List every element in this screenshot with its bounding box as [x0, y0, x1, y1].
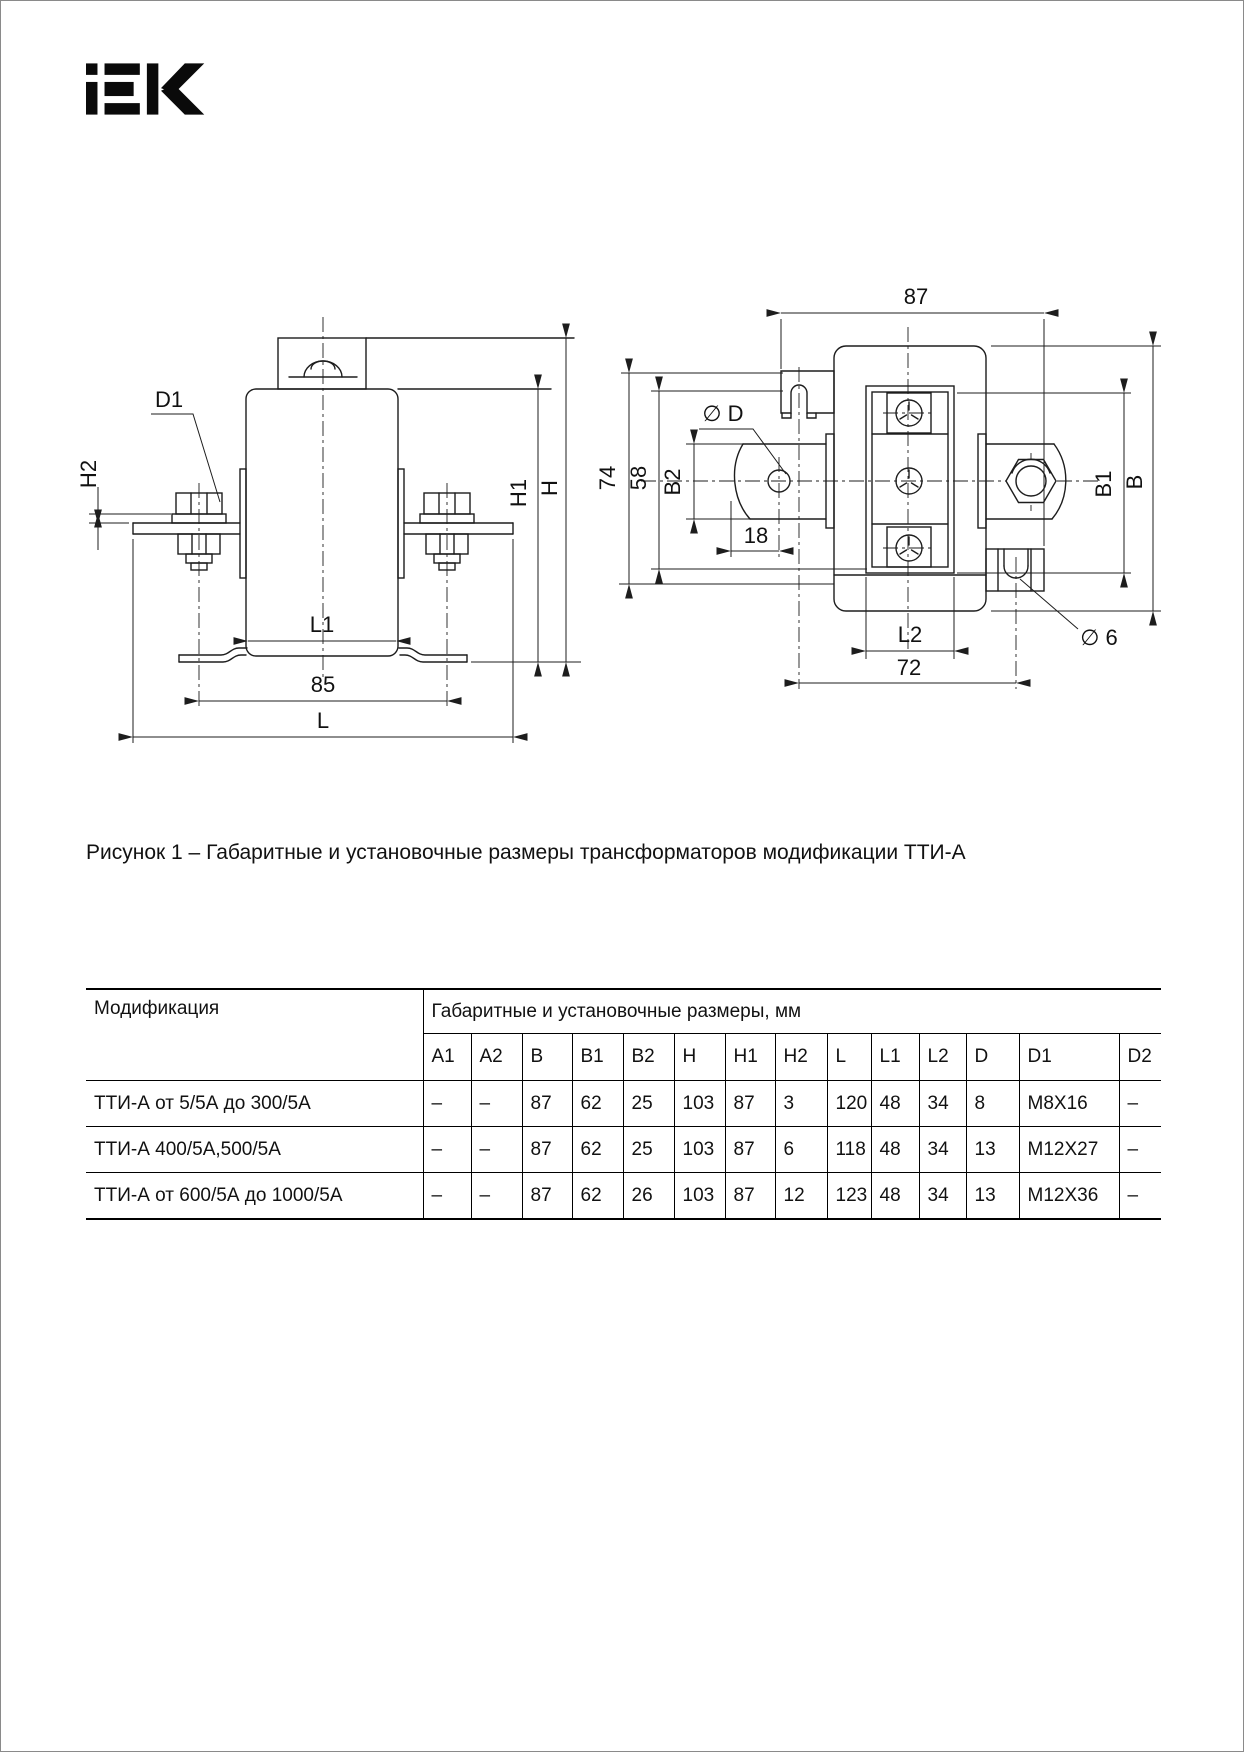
cell: М8Х16 [1019, 1081, 1119, 1127]
col-header: A1 [423, 1034, 471, 1081]
dim-label-87: 87 [903, 284, 929, 309]
cell: 103 [674, 1081, 725, 1127]
row-modification: ТТИ-А от 5/5А до 300/5А [86, 1081, 423, 1127]
dim-label-b2: B2 [660, 468, 685, 496]
col-header: B1 [572, 1034, 623, 1081]
cell: – [1119, 1127, 1161, 1173]
cell: 13 [966, 1127, 1019, 1173]
col-header: B [522, 1034, 572, 1081]
cell: 48 [871, 1173, 919, 1220]
cell: 87 [725, 1173, 775, 1220]
table-row [86, 1127, 1161, 1173]
cell: – [1119, 1081, 1161, 1127]
col-header: L1 [871, 1034, 919, 1081]
dim-label-18: 18 [743, 523, 769, 548]
table-header-modification: Модификация [86, 989, 423, 1081]
dim-label-d1: D1 [154, 387, 184, 412]
dim-label-58: 58 [626, 465, 651, 491]
dim-label-b: B [1122, 474, 1147, 490]
left-view-dimensions [76, 338, 581, 743]
col-header: L [827, 1034, 871, 1081]
cell: – [1119, 1173, 1161, 1220]
dim-label-72: 72 [896, 655, 922, 680]
row-modification: ТТИ-А 400/5А,500/5А [86, 1127, 423, 1173]
cell: – [423, 1081, 471, 1127]
dim-label-h2: H2 [76, 459, 101, 489]
cell: 48 [871, 1127, 919, 1173]
col-header: H2 [775, 1034, 827, 1081]
dim-label-dia-d: ∅ D [702, 401, 744, 426]
dim-label-l1: L1 [309, 612, 335, 637]
col-header: L2 [919, 1034, 966, 1081]
dim-label-b1: B1 [1091, 470, 1116, 498]
cell: 62 [572, 1081, 623, 1127]
dim-label-l2: L2 [897, 622, 923, 647]
col-header: D2 [1119, 1034, 1161, 1081]
cell: 26 [623, 1173, 674, 1220]
cell: 25 [623, 1127, 674, 1173]
col-header: D1 [1019, 1034, 1119, 1081]
cell: 103 [674, 1173, 725, 1220]
cell: 34 [919, 1173, 966, 1220]
table-row [86, 1173, 1161, 1220]
col-header: H1 [725, 1034, 775, 1081]
cell: 118 [827, 1127, 871, 1173]
cell: 3 [775, 1081, 827, 1127]
dim-label-l: L [316, 708, 330, 733]
cell: М12Х36 [1019, 1173, 1119, 1220]
dim-label-h1: H1 [506, 478, 531, 508]
cell: 123 [827, 1173, 871, 1220]
row-modification: ТТИ-А от 600/5А до 1000/5А [86, 1173, 423, 1220]
dim-label-74: 74 [595, 465, 620, 491]
dim-label-dia-6: ∅ 6 [1080, 625, 1118, 650]
col-header: D [966, 1034, 1019, 1081]
cell: – [471, 1127, 522, 1173]
cell: 87 [522, 1127, 572, 1173]
cell: М12Х27 [1019, 1127, 1119, 1173]
cell: – [423, 1173, 471, 1220]
dimensions-table [86, 988, 1161, 1220]
left-view-object [133, 317, 574, 707]
cell: 8 [966, 1081, 1019, 1127]
right-view-object [641, 327, 1101, 689]
col-header: B2 [623, 1034, 674, 1081]
cell: 120 [827, 1081, 871, 1127]
cell: 62 [572, 1173, 623, 1220]
cell: 103 [674, 1127, 725, 1173]
cell: – [471, 1081, 522, 1127]
figure-caption: Рисунок 1 – Габаритные и установочные размеры трансформаторов модификации ТТИ-А [86, 841, 966, 864]
cell: 13 [966, 1173, 1019, 1220]
cell: 6 [775, 1127, 827, 1173]
dim-label-85: 85 [310, 672, 336, 697]
cell: 12 [775, 1173, 827, 1220]
col-header: H [674, 1034, 725, 1081]
cell: 25 [623, 1081, 674, 1127]
cell: 34 [919, 1081, 966, 1127]
cell: 87 [725, 1081, 775, 1127]
figure-drawing [1, 1, 1244, 801]
cell: 62 [572, 1127, 623, 1173]
right-view-dimensions [595, 284, 1161, 683]
cell: 34 [919, 1127, 966, 1173]
table-row [86, 1081, 1161, 1127]
cell: 87 [725, 1127, 775, 1173]
col-header: A2 [471, 1034, 522, 1081]
cell: 87 [522, 1081, 572, 1127]
cell: – [423, 1127, 471, 1173]
cell: 87 [522, 1173, 572, 1220]
cell: – [471, 1173, 522, 1220]
table-header-group: Габаритные и установочные размеры, мм [423, 989, 1161, 1034]
cell: 48 [871, 1081, 919, 1127]
dim-label-h: H [537, 480, 562, 496]
